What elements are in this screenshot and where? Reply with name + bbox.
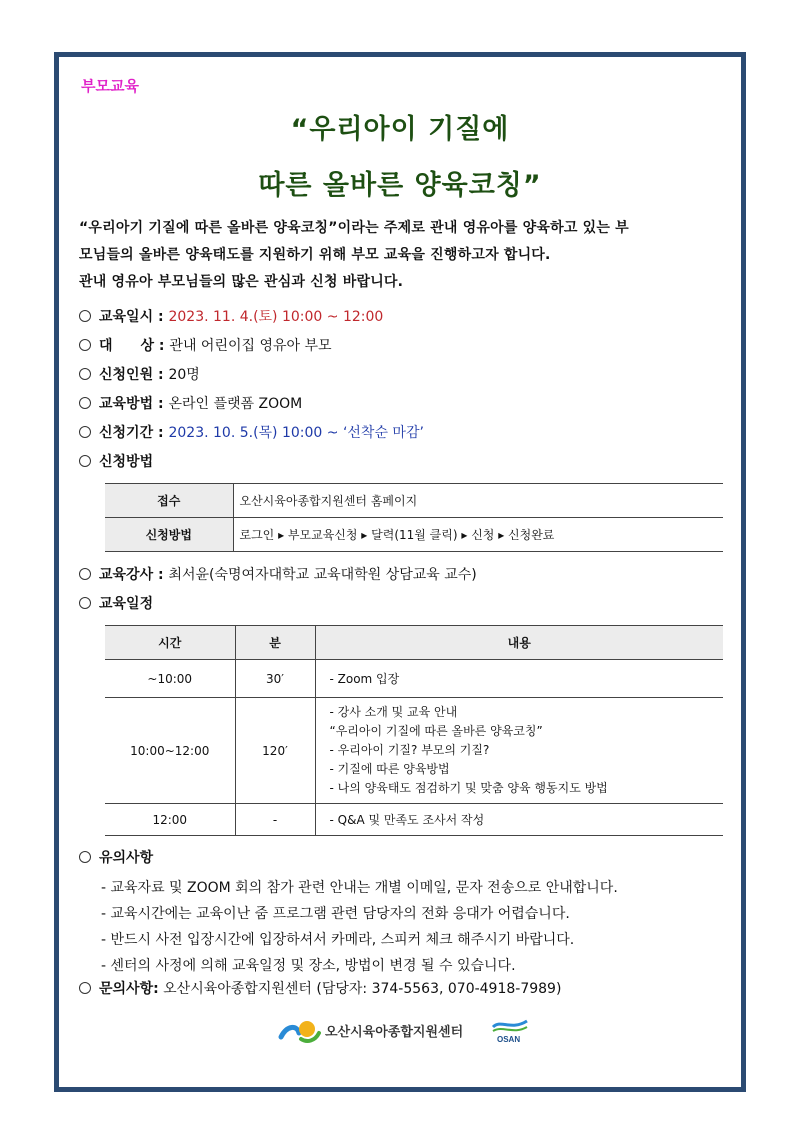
intro-line: “우리아기 기질에 따른 올바른 양육코칭”이라는 주제로 관내 영유아를 양육하고 있는 부 — [79, 220, 629, 236]
city-logo-text: OSAN — [497, 1035, 521, 1044]
intro-line: 모님들의 올바른 양육태도를 지원하기 위해 부모 교육을 진행하고자 합니다. — [79, 247, 551, 263]
cell-minutes: 120′ — [235, 698, 315, 804]
title-line-2: 따른 올바른 양육코칭” — [258, 170, 542, 201]
info-target-value: 관내 어린이집 영유아 부모 — [169, 338, 332, 354]
info-target: 대 상 : 관내 어린이집 영유아 부모 — [79, 336, 332, 356]
bullet-circle-icon — [79, 397, 91, 409]
header-time: 시간 — [105, 626, 235, 660]
intro-line: 관내 영유아 부모님들의 많은 관심과 신청 바랍니다. — [79, 274, 404, 290]
info-count-label: 신청인원 — [99, 367, 154, 383]
bullet-circle-icon — [79, 568, 91, 580]
info-method: 교육방법 : 온라인 플랫폼 ZOOM — [79, 394, 302, 414]
note-item: - 교육자료 및 ZOOM 회의 참가 관련 안내는 개별 이메일, 문자 전송으로 안내합니다. — [101, 880, 618, 896]
bullet-circle-icon — [79, 339, 91, 351]
info-period-label: 신청기간 — [99, 425, 154, 441]
cell-minutes: 30′ — [235, 660, 315, 698]
city-logo-icon — [487, 1015, 533, 1045]
header-minutes: 분 — [235, 626, 315, 660]
info-apply — [79, 452, 153, 472]
table-row — [105, 698, 723, 804]
table-row — [105, 518, 723, 552]
bullet-circle-icon — [79, 310, 91, 322]
note-item: - 센터의 사정에 의해 교육일정 및 장소, 방법이 변경 될 수 있습니다. — [101, 958, 516, 974]
content-line: - 기질에 따른 양육방법 — [329, 762, 450, 776]
bullet-circle-icon — [79, 368, 91, 380]
header-content: 내용 — [315, 626, 723, 660]
contact-line — [79, 979, 561, 999]
info-instructor-value: 최서윤(숙명여자대학교 교육대학원 상담교육 교수) — [168, 567, 477, 583]
center-logo-icon — [277, 1015, 323, 1045]
table-row — [105, 660, 723, 698]
cell-time: 12:00 — [105, 804, 235, 836]
info-schedule-label: 교육일정 — [99, 596, 154, 612]
bullet-circle-icon — [79, 982, 91, 994]
cell-minutes: - — [235, 804, 315, 836]
info-schedule — [79, 594, 153, 614]
bullet-circle-icon — [79, 851, 91, 863]
info-count: 신청인원 : 20명 — [79, 365, 200, 385]
info-instructor: 교육강사 : 최서윤(숙명여자대학교 교육대학원 상담교육 교수) — [79, 565, 477, 585]
table-row — [105, 484, 723, 518]
info-period-value: 2023. 10. 5.(목) 10:00 ~ ‘선착순 마감’ — [168, 425, 424, 441]
info-date-label: 교육일시 — [99, 309, 154, 325]
apply-value-cell: 로그인 ▸ 부모교육신청 ▸ 달력(11월 클릭) ▸ 신청 ▸ 신청완료 — [233, 518, 723, 552]
bullet-circle-icon — [79, 426, 91, 438]
cell-time: ~10:00 — [105, 660, 235, 698]
notes-heading — [79, 848, 153, 868]
bullet-circle-icon — [79, 597, 91, 609]
cell-content: - Q&A 및 만족도 조사서 작성 — [315, 804, 723, 836]
poster-frame — [54, 52, 746, 1092]
info-target-label: 대 상 — [99, 338, 155, 354]
table-row — [105, 804, 723, 836]
info-apply-label: 신청방법 — [99, 454, 154, 470]
info-date-value: 2023. 11. 4.(토) 10:00 ~ 12:00 — [168, 309, 384, 325]
info-method-value: 온라인 플랫폼 ZOOM — [168, 396, 303, 412]
category-label: 부모교육 — [81, 77, 139, 95]
contact-label: 문의사항: — [99, 981, 159, 997]
content-line: - 강사 소개 및 교육 안내 — [329, 705, 458, 719]
apply-head-cell: 접수 — [105, 484, 233, 518]
cell-content: - Zoom 입장 — [315, 660, 723, 698]
notes-list — [101, 875, 618, 979]
footer-logo — [277, 1015, 537, 1045]
bullet-circle-icon — [79, 455, 91, 467]
content-line: “우리아이 기질에 따른 올바른 양육코칭” — [329, 724, 543, 738]
note-item: - 반드시 사전 입장시간에 입장하셔서 카메라, 스피커 체크 해주시기 바랍니다. — [101, 932, 575, 948]
table-header-row — [105, 626, 723, 660]
info-count-value: 20명 — [168, 367, 200, 383]
info-instructor-label: 교육강사 — [99, 567, 154, 583]
info-method-label: 교육방법 — [99, 396, 154, 412]
content-line: - 나의 양육태도 점검하기 및 맞춤 양육 행동지도 방법 — [329, 781, 608, 795]
apply-value-cell: 오산시육아종합지원센터 홈페이지 — [233, 484, 723, 518]
org-name: 오산시육아종합지원센터 — [325, 1025, 464, 1040]
intro-paragraph — [79, 215, 729, 296]
cell-content — [315, 698, 723, 804]
notes-label: 유의사항 — [99, 850, 154, 866]
apply-table — [105, 483, 723, 552]
note-item: - 교육시간에는 교육이난 줌 프로그램 관련 담당자의 전화 응대가 어렵습니다. — [101, 906, 570, 922]
info-date: 교육일시 : 2023. 11. 4.(토) 10:00 ~ 12:00 — [79, 307, 383, 327]
content-line: - 우리아이 기질? 부모의 기질? — [329, 743, 490, 757]
schedule-table — [105, 625, 723, 836]
contact-value: 오산시육아종합지원센터 (담당자: 374-5563, 070-4918-7989) — [163, 981, 562, 997]
cell-time: 10:00~12:00 — [105, 698, 235, 804]
info-period: 신청기간 : 2023. 10. 5.(목) 10:00 ~ ‘선착순 마감’ — [79, 423, 424, 443]
apply-head-cell: 신청방법 — [105, 518, 233, 552]
title-line-1: “우리아이 기질에 — [290, 114, 510, 145]
